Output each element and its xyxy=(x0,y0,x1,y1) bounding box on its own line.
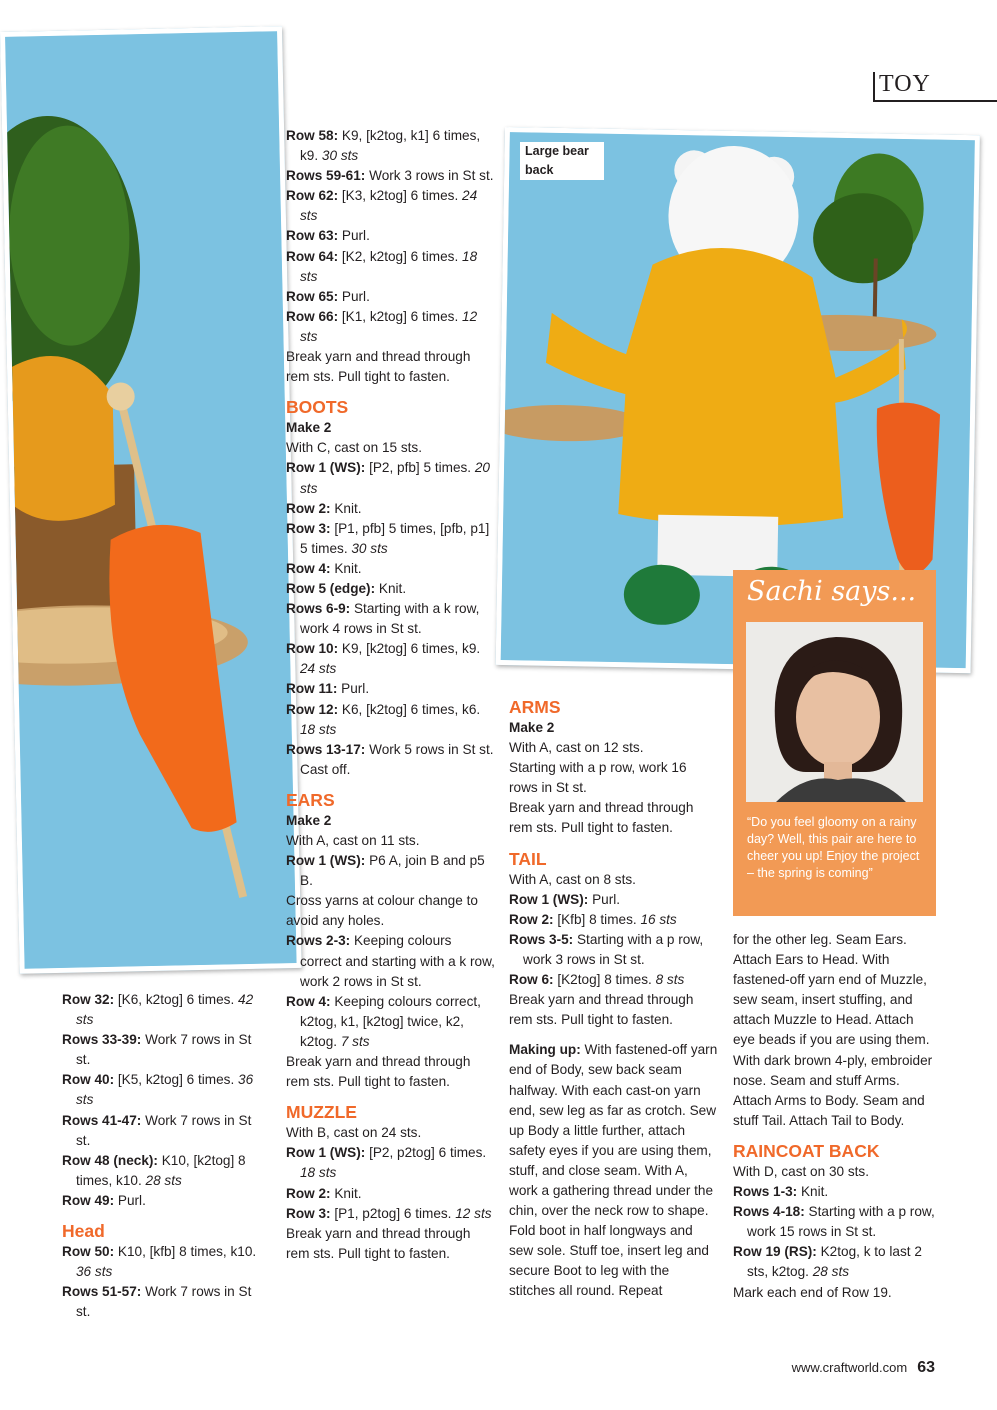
pattern-row: Row 1 (WS): Purl. xyxy=(509,891,621,907)
photo-caption: Large bear back xyxy=(520,142,604,180)
muzzle-intro: With B, cast on 24 sts. xyxy=(286,1125,422,1141)
section-tag: TOY xyxy=(873,68,997,102)
pattern-row: Row 12: K6, [k2tog] 6 times, k6. 18 sts xyxy=(286,701,481,737)
ears-end: Break yarn and thread through rem sts. Pull tight to fasten. xyxy=(286,1054,471,1090)
pattern-row: Row 64: [K2, k2tog] 6 times. 18 sts xyxy=(286,248,478,284)
making-up: Making up: With fastened-off yarn end of Body, sew back seam halfway. With each cast-on yarn end, sew leg as far as crotch. Sew up Body a little further, attach safety eyes if you are using them, stuff, and close seam. With A, work a gathering thread under the chin, over the neck row to shape. Fold boot in half longways and sew sole. Stuff toe, insert leg and secure Boot to leg with the stitches all round. Repeat xyxy=(509,1042,718,1299)
pattern-row: Row 10: K9, [k2tog] 6 times, k9. 24 sts xyxy=(286,641,481,677)
pattern-row: Row 6: [K2tog] 8 times. 8 sts xyxy=(509,972,685,988)
boots-intro: With C, cast on 15 sts. xyxy=(286,440,422,456)
tail-heading: TAIL xyxy=(509,848,547,869)
pattern-row: Row 4: Knit. xyxy=(286,560,362,576)
boots-make: Make 2 xyxy=(286,420,332,436)
sachi-says-box xyxy=(733,570,936,916)
arms-heading: ARMS xyxy=(509,697,561,717)
pattern-row: Rows 41-47: Work 7 rows in St st. xyxy=(62,1112,252,1148)
pattern-row: Row 49: Purl. xyxy=(62,1192,146,1208)
ears-heading: EARS xyxy=(286,789,335,810)
pattern-row: Row 50: K10, [kfb] 8 times, k10. 36 sts xyxy=(62,1244,257,1280)
pattern-row: Row 4: Keeping colours correct, k2tog, k1, [k2tog] twice, k2, k2tog. 7 sts xyxy=(286,993,481,1049)
arms-make: Make 2 xyxy=(509,720,555,735)
column-1 xyxy=(62,990,267,1322)
pattern-row: Rows 59-61: Work 3 rows in St st. xyxy=(286,168,494,184)
column-3 xyxy=(509,687,719,1302)
ears-make: Make 2 xyxy=(286,812,332,828)
pattern-row: Row 3: [P1, p2tog] 6 times. 12 sts xyxy=(286,1205,492,1221)
pattern-row: Row 48 (neck): K10, [k2tog] 8 times, k10. 28 sts xyxy=(62,1152,246,1188)
sachi-quote: “Do you feel gloomy on a rainy day? Well, this pair are here to cheer you up! Enjoy the project – the spring is coming” xyxy=(747,815,920,880)
column-4 xyxy=(733,930,938,1303)
muzzle-heading: MUZZLE xyxy=(286,1102,357,1123)
muzzle-end: Break yarn and thread through rem sts. Pull tight to fasten. xyxy=(286,1225,471,1261)
pattern-row: Row 1 (WS): P6 A, join B and p5 B. xyxy=(286,853,485,889)
pattern-row: Rows 4-18: Starting with a p row, work 15 rows in St st. xyxy=(733,1204,935,1240)
pattern-row: Rows 51-57: Work 7 rows in St st. xyxy=(62,1284,252,1320)
column-2 xyxy=(286,126,496,1264)
page-number: 63 xyxy=(917,1359,935,1376)
pattern-row: Row 11: Purl. xyxy=(286,681,370,697)
pattern-row: Rows 1-3: Knit. xyxy=(733,1184,829,1200)
pattern-row: Row 2: Knit. xyxy=(286,500,362,516)
pattern-row: Row 58: K9, [k2tog, k1] 6 times, k9. 30 sts xyxy=(286,128,481,164)
col2a-end: Break yarn and thread through rem sts. Pull tight to fasten. xyxy=(286,349,471,385)
pattern-row: Row 32: [K6, k2tog] 6 times. 42 sts xyxy=(62,992,254,1028)
tail-intro: With A, cast on 8 sts. xyxy=(509,871,636,887)
pattern-row: Rows 3-5: Starting with a p row, work 3 rows in St st. xyxy=(509,931,704,967)
ears-note: Cross yarns at colour change to avoid any holes. xyxy=(286,893,478,929)
raincoat-end: Mark each end of Row 19. xyxy=(733,1284,892,1300)
pattern-row: Row 63: Purl. xyxy=(286,228,370,244)
sachi-title: Sachi says... xyxy=(747,576,917,607)
pattern-row: Row 40: [K5, k2tog] 6 times. 36 sts xyxy=(62,1072,254,1108)
ears-intro: With A, cast on 11 sts. xyxy=(286,833,420,848)
pattern-row: Row 66: [K1, k2tog] 6 times. 12 sts xyxy=(286,308,478,344)
tail-end: Break yarn and thread through rem sts. Pull tight to fasten. xyxy=(509,992,694,1028)
arms-end: Break yarn and thread through rem sts. Pull tight to fasten. xyxy=(509,800,694,836)
pattern-row: Row 62: [K3, k2tog] 6 times. 24 sts xyxy=(286,188,478,224)
photo-umbrella xyxy=(0,26,302,974)
umbrella-photo-art xyxy=(5,31,296,968)
boots-heading: BOOTS xyxy=(286,397,349,418)
head-heading: Head xyxy=(62,1221,105,1242)
pattern-row: Rows 6-9: Starting with a k row, work 4 rows in St st. xyxy=(286,601,480,637)
pattern-row: Row 5 (edge): Knit. xyxy=(286,580,407,596)
col4-text: for the other leg. Seam Ears. Attach Ears to Head. With fastened-off yarn end of Muzzle, sew seam, insert stuffing, and attach Muzzle to Head. Attach eye beads if you are using them. With dark brown 4-ply, embroider nose. Seam and stuff Arms. Attach Arms to Body. Seam and stuff Tail. Attach Tail to Body. xyxy=(733,932,933,1128)
pattern-row: Row 2: [Kfb] 8 times. 16 sts xyxy=(509,911,677,927)
pattern-row: Rows 13-17: Work 5 rows in St st. Cast off. xyxy=(286,741,494,777)
arms-intro: With A, cast on 12 sts. xyxy=(509,740,644,756)
pattern-row: Row 1 (WS): [P2, p2tog] 6 times. 18 sts xyxy=(286,1145,487,1181)
pattern-row: Row 2: Knit. xyxy=(286,1185,362,1201)
pattern-row: Rows 33-39: Work 7 rows in St st. xyxy=(62,1032,252,1068)
arms-p1: Starting with a p row, work 16 rows in St st. xyxy=(509,760,687,796)
footer xyxy=(792,1359,935,1377)
pattern-row: Row 3: [P1, pfb] 5 times, [pfb, p1] 5 times. 30 sts xyxy=(286,520,490,556)
pattern-row: Row 1 (WS): [P2, pfb] 5 times. 20 sts xyxy=(286,460,490,496)
raincoat-intro: With D, cast on 30 sts. xyxy=(733,1163,869,1179)
footer-url: www.craftworld.com xyxy=(791,1360,908,1375)
pattern-row: Row 19 (RS): K2tog, k to last 2 sts, k2tog. 28 sts xyxy=(733,1244,922,1280)
pattern-row: Row 65: Purl. xyxy=(286,288,370,304)
sachi-portrait xyxy=(746,622,923,802)
pattern-row: Rows 2-3: Keeping colours correct and starting with a k row, work 2 rows in St st. xyxy=(286,933,495,989)
raincoat-heading: RAINCOAT BACK xyxy=(733,1140,880,1161)
